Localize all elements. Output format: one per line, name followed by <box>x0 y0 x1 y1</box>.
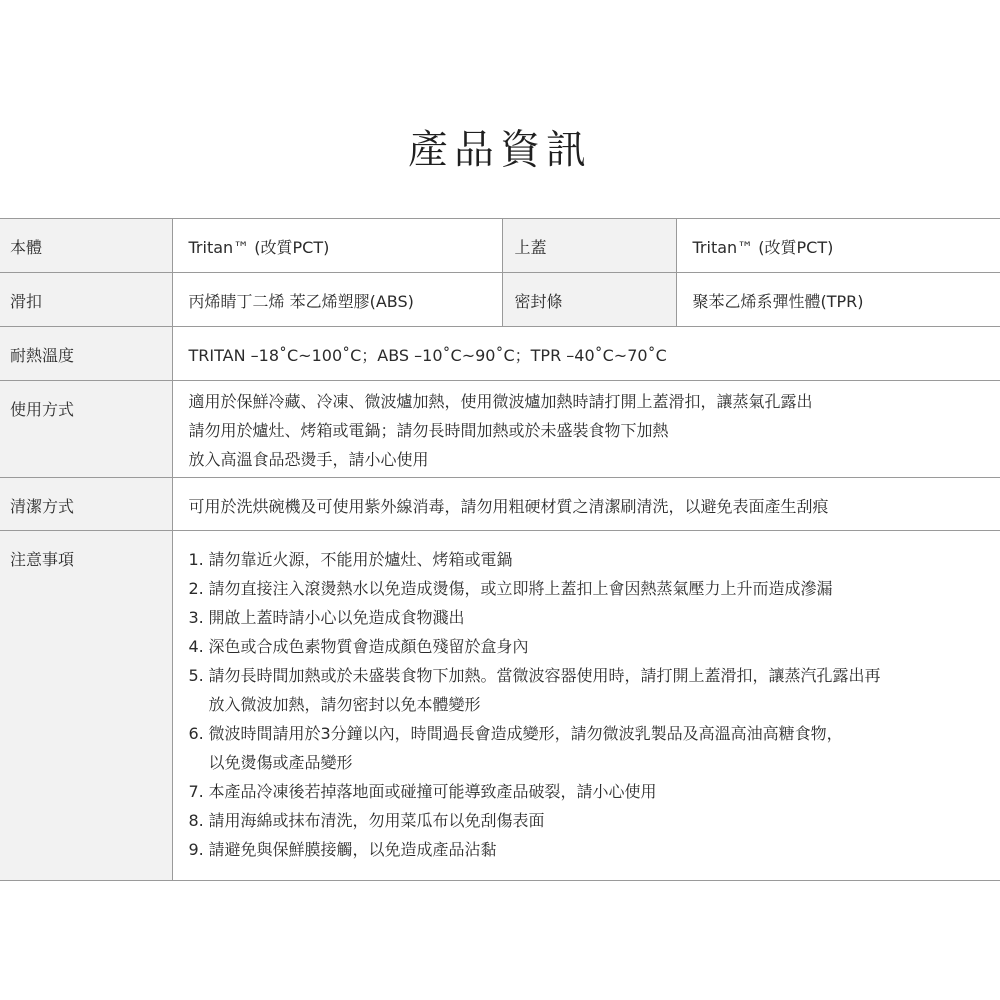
usage-line: 適用於保鮮冷藏、冷凍、微波爐加熱，使用微波爐加熱時請打開上蓋滑扣，讓蒸氣孔露出 <box>188 392 813 411</box>
list-item-number: 7. <box>188 782 204 801</box>
list-item <box>189 806 1000 835</box>
page-title: 產品資訊 <box>408 127 592 173</box>
list-item <box>189 545 1000 574</box>
value-lid: Tritan™ (改質PCT) <box>676 219 1000 273</box>
list-item-number: 4. <box>188 637 204 656</box>
list-item-number: 5. <box>188 666 204 685</box>
table-row-notes <box>0 531 1000 881</box>
table-row-body <box>0 219 1000 273</box>
usage-line: 放入高溫食品恐燙手，請小心使用 <box>188 450 429 469</box>
value-cleaning: 可用於洗烘碗機及可使用紫外線消毒，請勿用粗硬材質之清潔刷清洗，以避免表面產生刮痕 <box>172 478 1000 531</box>
table-row-usage <box>0 381 1000 478</box>
label-latch: 滑扣 <box>0 273 172 327</box>
list-item-number: 6. <box>188 724 204 743</box>
list-item-text: 開啟上蓋時請小心以免造成食物濺出 <box>208 608 465 627</box>
list-item-text: 請避免與保鮮膜接觸，以免造成產品沾黏 <box>208 840 497 859</box>
list-item <box>189 574 1000 603</box>
list-item-number: 9. <box>188 840 204 859</box>
notes-list <box>189 545 1000 864</box>
list-item <box>189 719 1000 777</box>
list-item-continuation: 以免燙傷或產品變形 <box>208 753 353 772</box>
value-latch: 丙烯睛丁二烯 苯乙烯塑膠(ABS) <box>172 273 502 327</box>
list-item <box>189 603 1000 632</box>
value-body: Tritan™ (改質PCT) <box>172 219 502 273</box>
list-item-text: 請勿長時間加熱或於未盛裝食物下加熱。當微波容器使用時，請打開上蓋滑扣，讓蒸汽孔露出再 <box>208 666 881 685</box>
list-item-text: 請用海綿或抹布清洗，勿用菜瓜布以免刮傷表面 <box>208 811 545 830</box>
list-item-text: 請勿靠近火源，不能用於爐灶、烤箱或電鍋 <box>208 550 513 569</box>
usage-line: 請勿用於爐灶、烤箱或電鍋；請勿長時間加熱或於未盛裝食物下加熱 <box>188 421 669 440</box>
list-item-number: 3. <box>188 608 204 627</box>
label-body: 本體 <box>0 219 172 273</box>
list-item-number: 8. <box>188 811 204 830</box>
label-lid: 上蓋 <box>502 219 676 273</box>
label-seal: 密封條 <box>502 273 676 327</box>
list-item-text: 請勿直接注入滾燙熱水以免造成燙傷，或立即將上蓋扣上會因熱蒸氣壓力上升而造成滲漏 <box>208 579 833 598</box>
product-spec-table <box>0 218 1000 881</box>
label-heat: 耐熱溫度 <box>0 327 172 381</box>
list-item-number: 1. <box>188 550 204 569</box>
list-item <box>189 661 1000 719</box>
label-cleaning: 清潔方式 <box>0 478 172 531</box>
value-heat: TRITAN –18˚C~100˚C；ABS –10˚C~90˚C；TPR –40˚C~70˚C <box>172 327 1000 381</box>
list-item-text: 本產品冷凍後若掉落地面或碰撞可能導致產品破裂，請小心使用 <box>208 782 657 801</box>
table-row-latch <box>0 273 1000 327</box>
table-row-cleaning <box>0 478 1000 531</box>
label-usage: 使用方式 <box>0 381 172 478</box>
table-row-heat <box>0 327 1000 381</box>
list-item-number: 2. <box>188 579 204 598</box>
list-item <box>189 835 1000 864</box>
value-notes <box>172 531 1000 881</box>
list-item <box>189 777 1000 806</box>
list-item-text: 深色或合成色素物質會造成顏色殘留於盒身內 <box>208 637 529 656</box>
list-item <box>189 632 1000 661</box>
list-item-continuation: 放入微波加熱，請勿密封以免本體變形 <box>208 695 481 714</box>
value-usage <box>172 381 1000 478</box>
list-item-text: 微波時間請用於3分鐘以內，時間過長會造成變形，請勿微波乳製品及高溫高油高糖食物， <box>208 724 843 743</box>
value-seal: 聚苯乙烯系彈性體(TPR) <box>676 273 1000 327</box>
label-notes: 注意事項 <box>0 531 172 881</box>
